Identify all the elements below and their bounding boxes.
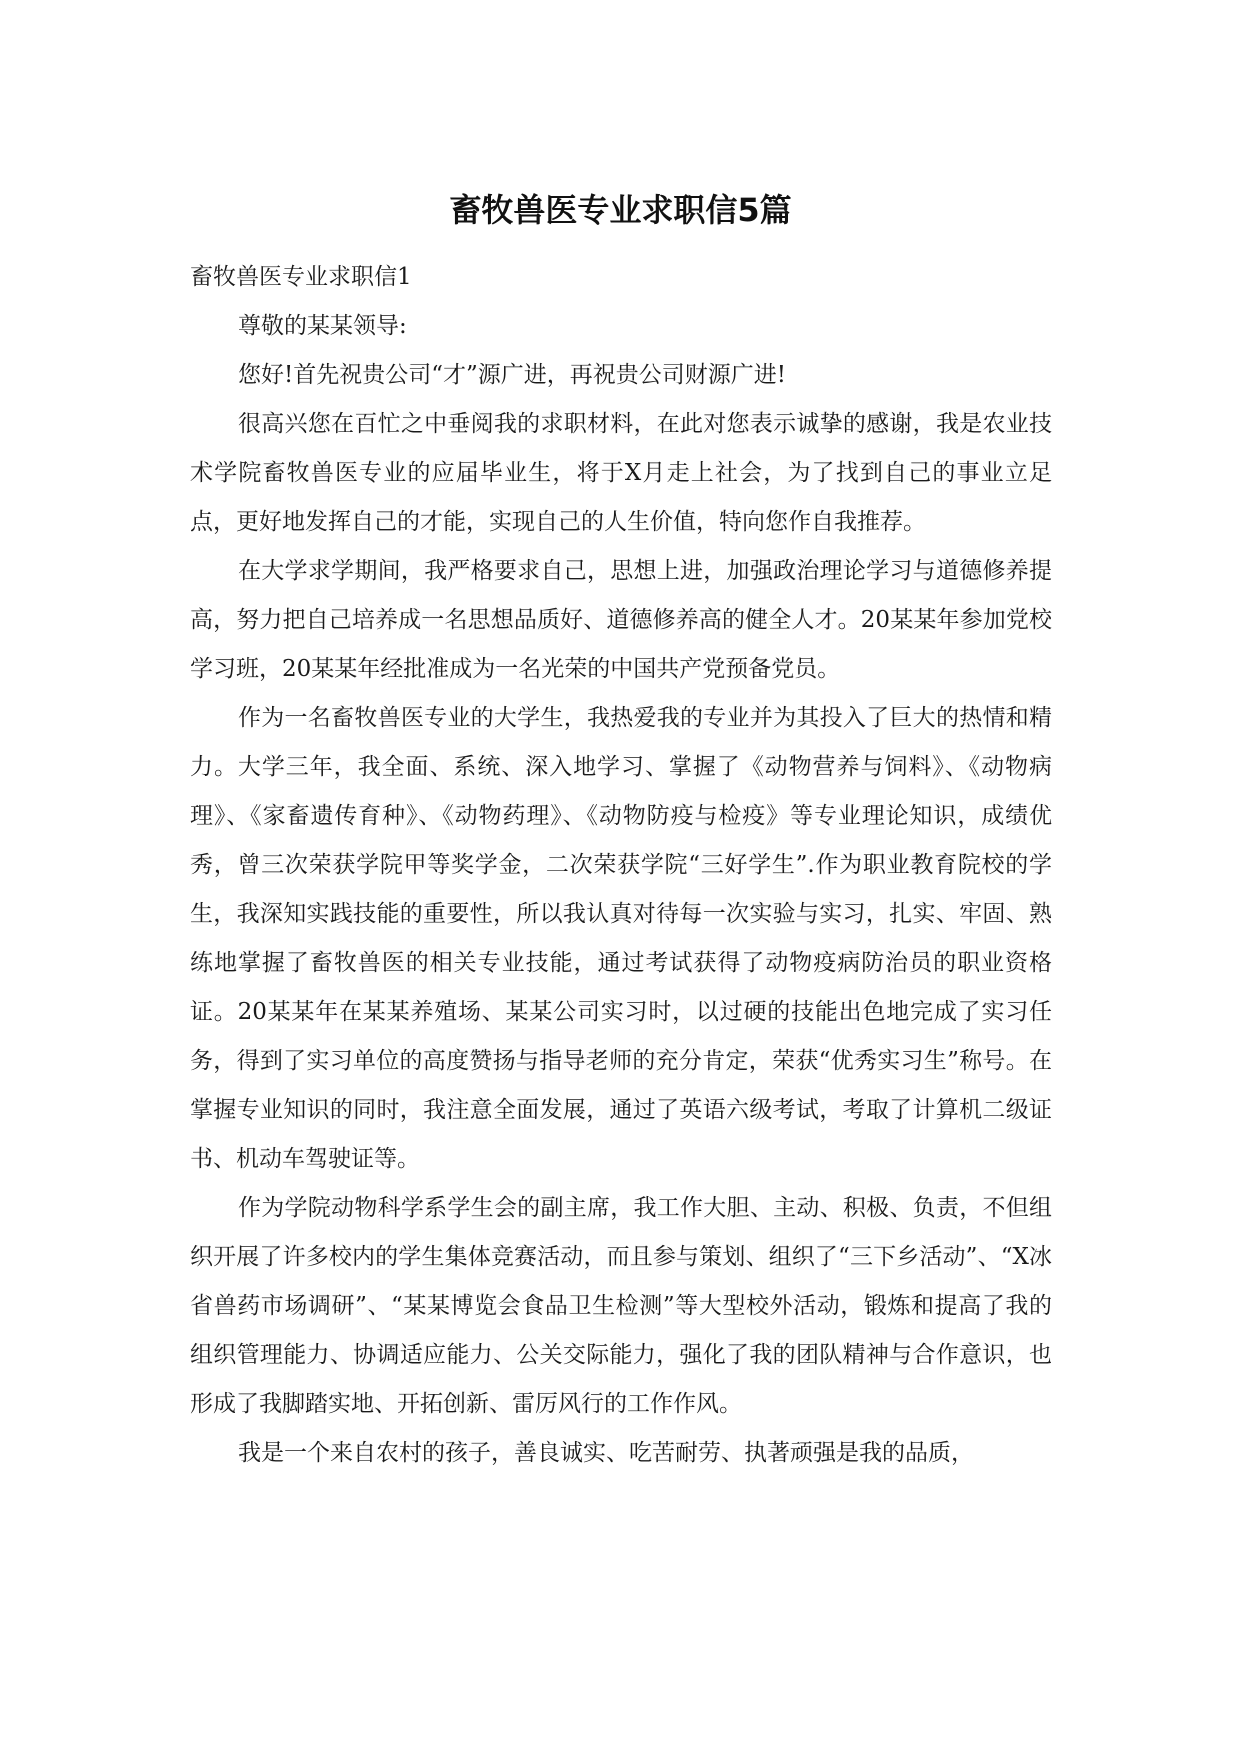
study-paragraph: 在大学求学期间，我严格要求自己，思想上进，加强政治理论学习与道德修养提高，努力把自己培养成一名思想品质好、道德修养高的健全人才。20某某年参加党校学习班，20某某年经批准成为一名光荣的中国共产党预备党员。	[190, 558, 1052, 682]
document-body	[190, 253, 1052, 1478]
document-title: 畜牧兽医专业求职信5篇	[449, 191, 792, 229]
major-paragraph: 作为一名畜牧兽医专业的大学生，我热爱我的专业并为其投入了巨大的热情和精力。大学三年，我全面、系统、深入地学习、掌握了《动物营养与饲料》、《动物病理》、《家畜遗传育种》、《动物药理》、《动物防疫与检疫》等专业理论知识，成绩优秀，曾三次荣获学院甲等奖学金，二次荣获学院“三好学生”.作为职业教育院校的学生，我深知实践技能的重要性，所以我认真对待每一次实验与实习，扎实、牢固、熟练地掌握了畜牧兽医的相关专业技能，通过考试获得了动物疫病防治员的职业资格证。20某某年在某某养殖场、某某公司实习时，以过硬的技能出色地完成了实习任务，得到了实习单位的高度赞扬与指导老师的充分肯定，荣获“优秀实习生”称号。在掌握专业知识的同时，我注意全面发展，通过了英语六级考试，考取了计算机二级证书、机动车驾驶证等。	[190, 705, 1052, 1172]
intro-paragraph: 很高兴您在百忙之中垂阅我的求职材料，在此对您表示诚挚的感谢，我是农业技术学院畜牧兽医专业的应届毕业生，将于X月走上社会，为了找到自己的事业立足点，更好地发挥自己的才能，实现自己的人生价值，特向您作自我推荐。	[190, 411, 1052, 535]
personal-qualities-paragraph: 我是一个来自农村的孩子，善良诚实、吃苦耐劳、执著顽强是我的品质，	[238, 1440, 974, 1466]
salutation-paragraph: 尊敬的某某领导:	[238, 313, 407, 339]
greeting-paragraph: 您好!首先祝贵公司“才”源广进，再祝贵公司财源广进!	[238, 362, 787, 388]
section-heading: 畜牧兽医专业求职信1	[190, 264, 412, 290]
student-union-paragraph: 作为学院动物科学系学生会的副主席，我工作大胆、主动、积极、负责，不但组织开展了许多校内的学生集体竞赛活动，而且参与策划、组织了“三下乡活动”、“X冰省兽药市场调研”、“某某博览会食品卫生检测”等大型校外活动，锻炼和提高了我的组织管理能力、协调适应能力、公关交际能力，强化了我的团队精神与合作意识，也形成了我脚踏实地、开拓创新、雷厉风行的工作作风。	[190, 1195, 1052, 1417]
